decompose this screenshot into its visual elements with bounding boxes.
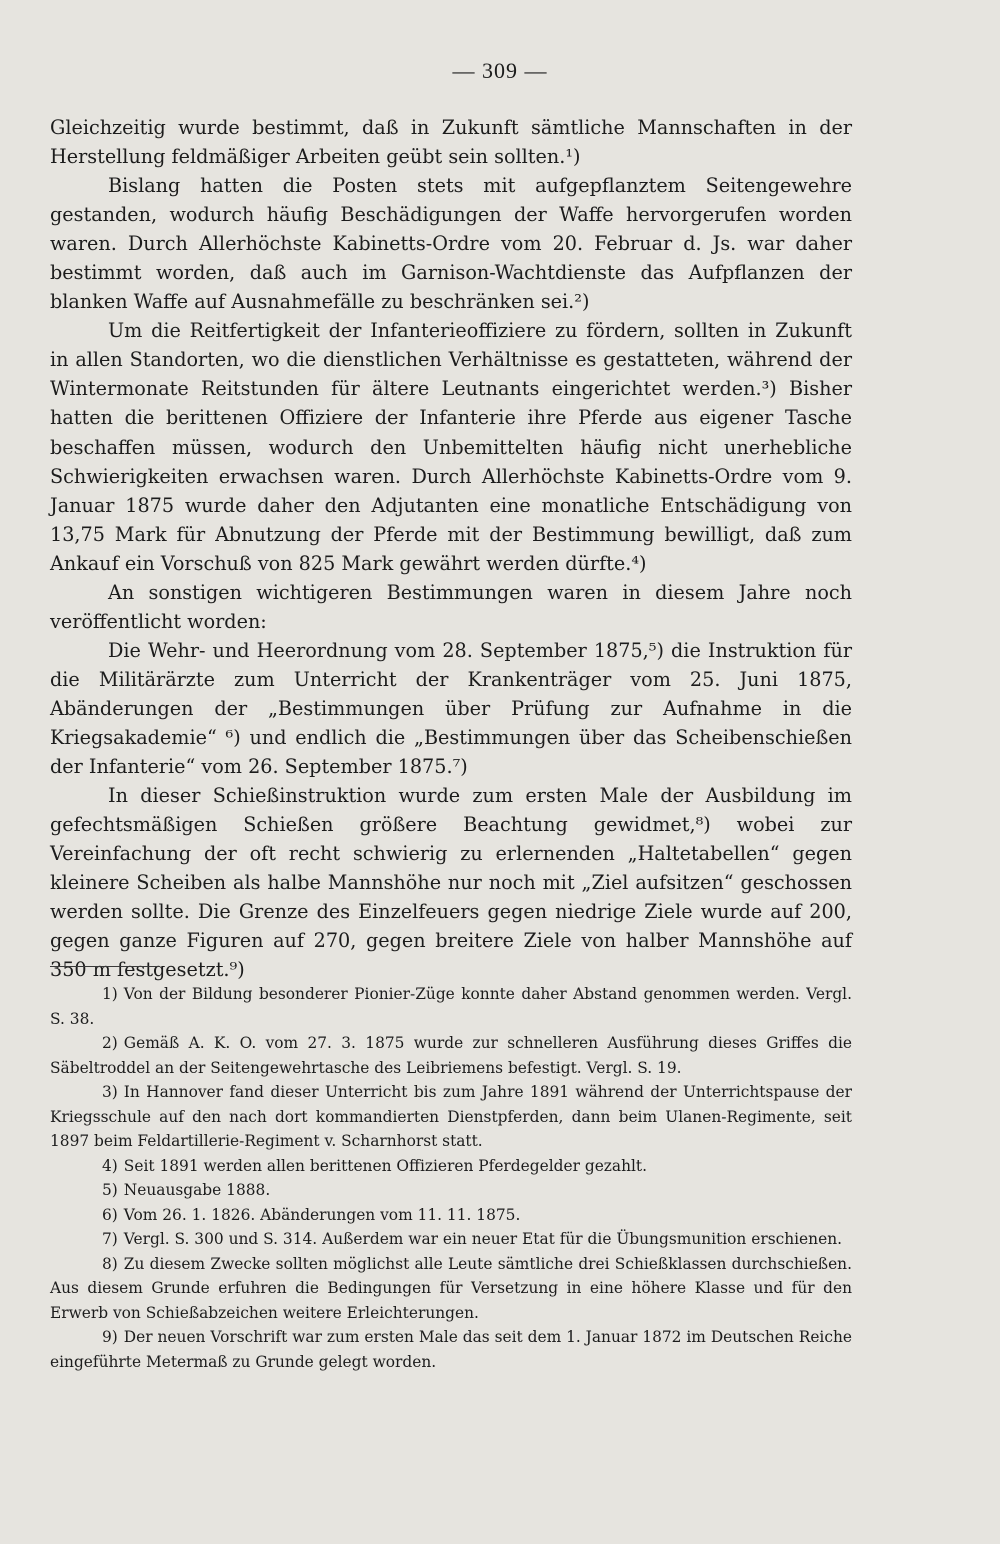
- footnote: [50, 1031, 852, 1080]
- footnotes: [50, 982, 852, 1374]
- paragraph: In dieser Schießinstruktion wurde zum ersten Male der Ausbildung im gefechtsmäßigen Schießen größere Beachtung gewidmet,⁸) wobei zur Vereinfachung der oft recht schwierig zu erlernenden „Haltetabellen“ gegen kleinere Scheiben als halbe Mannshöhe nur noch mit „Ziel aufsitzen“ geschossen werden sollte. Die Grenze des Einzelfeuers gegen niedrige Ziele wurde auf 200, gegen ganze Figuren auf 270, gegen breitere Ziele von halber Mannshöhe auf 350 m festgesetzt.⁹): [50, 784, 852, 982]
- footnote-text: Der neuen Vorschrift war zum ersten Male das seit dem 1. Januar 1872 im Deutschen Reiche eingeführte Metermaß zu Grunde gelegt worden.: [50, 1328, 852, 1371]
- footnote: [50, 1227, 852, 1252]
- footnote: [50, 1325, 852, 1374]
- footnote: [50, 1203, 852, 1228]
- footnote-number: 9): [102, 1328, 118, 1346]
- paragraph: Gleichzeitig wurde bestimmt, daß in Zukunft sämtliche Mannschaften in der Herstellung feldmäßiger Arbeiten geübt sein sollten.¹): [50, 116, 852, 169]
- footnote-number: 3): [102, 1083, 118, 1101]
- footnote-text: Neuausgabe 1888.: [123, 1181, 271, 1199]
- footnote-text: Gemäß A. K. O. vom 27. 3. 1875 wurde zur schnelleren Ausführung dieses Griffes die Säbeltroddel an der Seitengewehrtasche des Leibriemens befestigt. Vergl. S. 19.: [50, 1034, 852, 1077]
- footnote-divider: [50, 966, 160, 967]
- footnote-text: Zu diesem Zwecke sollten möglichst alle Leute sämtliche drei Schießklassen durchschießen. Aus diesem Grunde erfuhren die Bedingungen für Versetzung in eine höhere Klasse und für den Erwerb von Schießabzeichen weitere Erleichterungen.: [50, 1254, 852, 1322]
- footnote-text: Vom 26. 1. 1826. Abänderungen vom 11. 11. 1875.: [123, 1205, 521, 1224]
- paragraph: Die Wehr- und Heerordnung vom 28. September 1875,⁵) die Instruktion für die Militärärzte zum Unterricht der Krankenträger vom 25. Juni 1875, Abänderungen der „Bestimmungen über Prüfung zur Aufnahme in die Kriegsakademie“ ⁶) und endlich die „Bestimmungen über das Scheibenschießen der Infanterie“ vom 26. September 1875.⁷): [50, 638, 852, 779]
- paragraph: Bislang hatten die Posten stets mit aufgepflanztem Seitengewehre gestanden, wodurch häufig Beschädigungen der Waffe hervorgerufen worden waren. Durch Allerhöchste Kabinetts-Ordre vom 20. Februar d. Js. war daher bestimmt worden, daß auch im Garnison-Wachtdienste das Aufpflanzen der blanken Waffe auf Ausnahmefälle zu beschränken sei.²): [50, 174, 852, 314]
- paragraph: Um die Reitfertigkeit der Infanterieoffiziere zu fördern, sollten in Zukunft in allen Standorten, wo die dienstlichen Verhältnisse es gestatteten, während der Wintermonate Reitstunden für ältere Leutnants eingerichtet werden.³) Bisher hatten die berittenen Offiziere der Infanterie ihre Pferde aus eigener Tasche beschaffen müssen, wodurch den Unbemittelten häufig nicht unerhebliche Schwierigkeiten erwachsen waren. Durch Allerhöchste Kabinetts-Ordre vom 9. Januar 1875 wurde daher den Adjutanten eine monatliche Entschädigung von 13,75 Mark für Abnutzung der Pferde mit der Bestimmung bewilligt, daß zum Ankauf ein Vorschuß von 825 Mark gewährt werden dürfte.⁴): [50, 319, 852, 575]
- footnote-text: In Hannover fand dieser Unterricht bis zum Jahre 1891 während der Unterrichtspause der Kriegsschule auf den nach dort kommandierten Dienstpferden, dann beim Ulanen-Regimente, seit 1897 beim Feldartillerie-Regiment v. Scharnhorst statt.: [50, 1083, 852, 1150]
- footnote: [50, 1178, 852, 1203]
- footnote-number: 1): [102, 985, 118, 1003]
- footnote-number: 6): [102, 1205, 118, 1224]
- paragraph: An sonstigen wichtigeren Bestimmungen waren in diesem Jahre noch veröffentlicht worden:: [50, 580, 852, 633]
- footnote-number: 2): [102, 1034, 118, 1052]
- footnote: [50, 982, 852, 1031]
- footnote-text: Vergl. S. 300 und S. 314. Außerdem war ein neuer Etat für die Übungsmunition erschienen.: [123, 1230, 842, 1248]
- footnote: [50, 1252, 852, 1326]
- main-text: [50, 113, 852, 984]
- footnote: [50, 1154, 852, 1179]
- footnote-text: Von der Bildung besonderer Pionier-Züge konnte daher Abstand genommen werden. Vergl. S. 38.: [50, 985, 852, 1028]
- footnote-number: 7): [102, 1230, 118, 1248]
- footnote-number: 4): [102, 1156, 118, 1175]
- footnote-text: Seit 1891 werden allen berittenen Offizieren Pferdegelder gezahlt.: [123, 1156, 647, 1175]
- footnote-number: 5): [102, 1181, 118, 1199]
- footnote-number: 8): [102, 1254, 118, 1273]
- page-number: — 309 —: [452, 58, 548, 83]
- footnote: [50, 1080, 852, 1154]
